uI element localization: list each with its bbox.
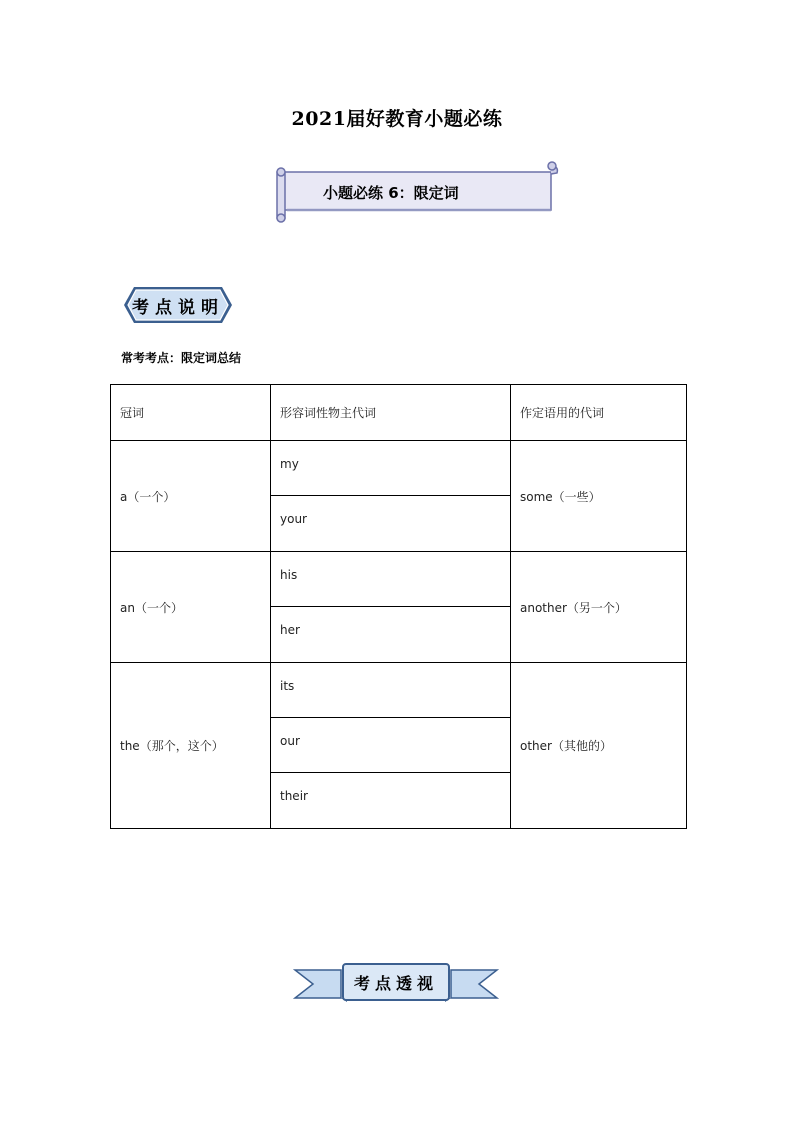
header-possessives: 形容词性物主代词	[271, 385, 511, 441]
possessive-cell: my	[271, 441, 511, 496]
header-articles: 冠词	[111, 385, 271, 441]
scroll-title: 小题必练 6：限定词	[323, 184, 459, 202]
article-cell: the（那个，这个）	[111, 663, 271, 829]
table-row	[111, 441, 687, 496]
possessive-cell: its	[271, 663, 511, 718]
table-row	[111, 663, 687, 718]
possessive-cell: her	[271, 607, 511, 663]
possessive-cell: his	[271, 552, 511, 607]
document-title: 2021届好教育小题必练	[291, 108, 503, 130]
badge-label: 考点说明	[132, 298, 224, 318]
scroll-banner	[273, 160, 559, 224]
possessive-cell: your	[271, 496, 511, 552]
pronoun-cell: another（另一个）	[511, 552, 687, 663]
subheading: 常考考点：限定词总结	[121, 351, 242, 365]
header-pronouns: 作定语用的代词	[511, 385, 687, 441]
ribbon-kaodian-toushi	[293, 962, 499, 1004]
ribbon-label: 考点透视	[353, 974, 438, 993]
pronoun-cell: some（一些）	[511, 441, 687, 552]
determiner-table	[110, 384, 687, 829]
badge-kaodian-shuoming	[122, 285, 234, 325]
possessive-cell: our	[271, 718, 511, 773]
pronoun-cell: other（其他的）	[511, 663, 687, 829]
table-row	[111, 552, 687, 607]
article-cell: a（一个）	[111, 441, 271, 552]
possessive-cell: their	[271, 773, 511, 829]
article-cell: an（一个）	[111, 552, 271, 663]
table-header-row	[111, 385, 687, 441]
